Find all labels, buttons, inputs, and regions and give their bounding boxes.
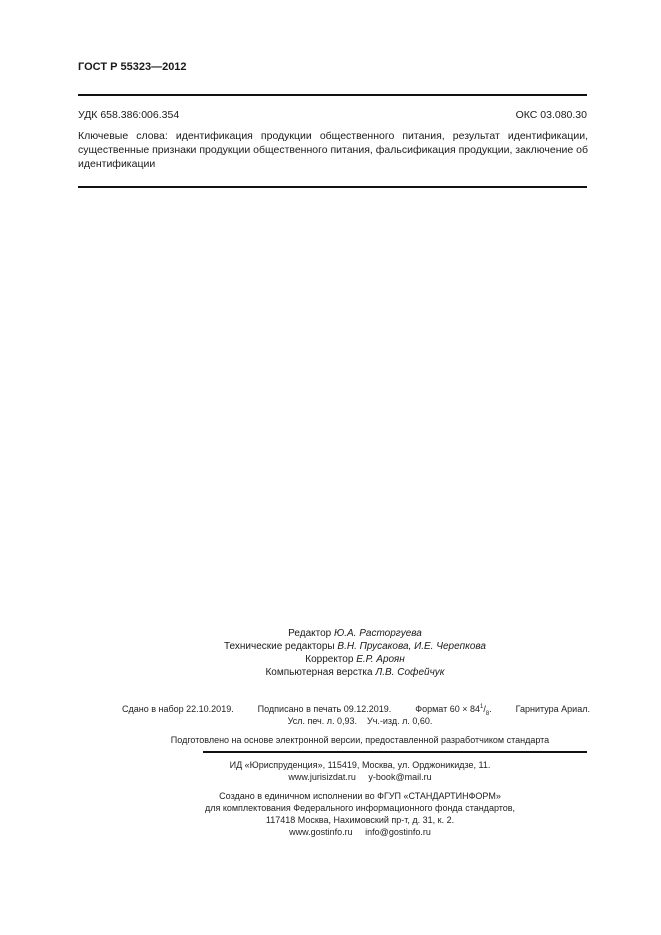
- imprint-row: [122, 703, 590, 715]
- publisher-info: [110, 759, 610, 783]
- credit-corrector: Корректор Е.Р. Ароян: [305, 654, 405, 665]
- divider: [203, 751, 587, 753]
- credit-tech-editors: Технические редакторы В.Н. Прусакова, И.Е. Черепкова: [223, 641, 486, 652]
- publisher-address: ИД «Юриспруденция», 115419, Москва, ул. Орджоникидзе, 11.: [229, 759, 491, 770]
- oks-code: ОКС 03.080.30: [515, 109, 587, 121]
- imprint-signed: Подписано в печать 09.12.2019.: [257, 704, 392, 714]
- udk-code: УДК 658.386:006.354: [78, 109, 180, 121]
- imprint-prepared: Подготовлено на основе электронной версии, предоставленной разработчиком стандарта: [170, 735, 550, 745]
- imprint-submitted: Сдано в набор 22.10.2019.: [122, 704, 234, 714]
- divider: [78, 94, 587, 96]
- document-code: ГОСТ Р 55323—2012: [78, 61, 187, 73]
- creator-line: для комплектования Федерального информационного фонда стандартов,: [204, 802, 516, 813]
- imprint-format: Формат $60 \times 84^1/_8$.: [415, 704, 492, 717]
- credit-layout: Компьютерная верстка Л.В. Софейчук: [265, 667, 445, 678]
- credits: [100, 627, 610, 679]
- publisher-contacts: www.jurisizdat.ru y-book@mail.ru: [288, 771, 432, 782]
- colophon: [110, 627, 610, 838]
- divider: [78, 186, 587, 188]
- creator-address: 117418 Москва, Нахимовский пр-т, д. 31, к. 2.: [265, 814, 455, 825]
- credit-editor: Редактор Ю.А. Расторгуева: [288, 628, 422, 639]
- creator-line: Создано в единичном исполнении во ФГУП «СТАНДАРТИНФОРМ»: [219, 790, 501, 801]
- keywords: Ключевые слова: идентификация продукции общественного питания, результат идентификации, существенные признаки продукции общественного питания, фальсификация продукции, заключение об идентификации: [78, 130, 588, 170]
- creator-info: [110, 790, 610, 838]
- creator-contacts: www.gostinfo.ru info@gostinfo.ru: [289, 826, 431, 837]
- imprint-typeface: Гарнитура Ариал.: [515, 704, 590, 714]
- imprint-sheets: Усл. печ. л. 0,93. Уч.-изд. л. 0,60.: [287, 716, 433, 726]
